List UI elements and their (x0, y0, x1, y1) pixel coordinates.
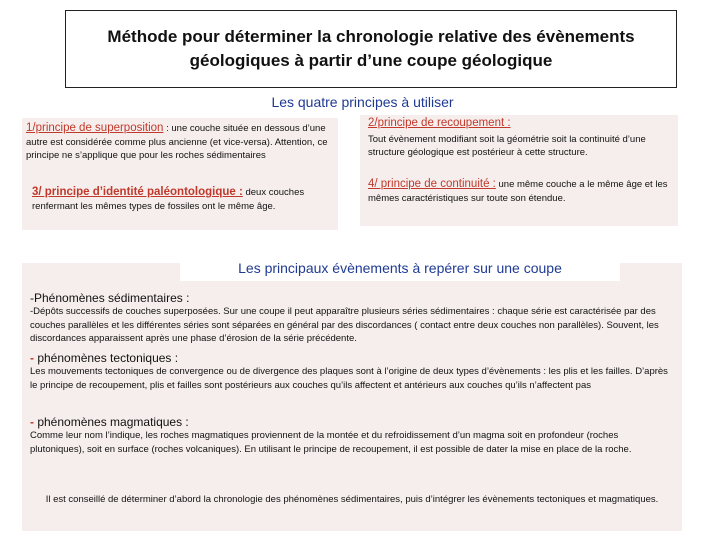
tectonic-dash: - (30, 351, 34, 365)
events-panel (22, 263, 682, 531)
principle-2-heading: 2/principe de recoupement : (368, 117, 511, 129)
principle-3-panel (22, 182, 338, 230)
magmatic-text: Comme leur nom l’indique, les roches magmatiques proviennent de la montée et du refroidissement d’un magma soit en profondeur (roches plutoniques), soit en surface (roches volcaniques). En utilisant le principe de recoupement, il est possible de dater la mise en place de la roche. (30, 430, 632, 455)
principle-2-text: Tout évènement modifiant soit la géométrie soit la continuité d’une structure géologique est postérieur à cette structure. (368, 133, 646, 158)
principle-4-panel (360, 176, 678, 226)
sedimentary-section (22, 291, 682, 346)
tectonic-section (22, 351, 682, 392)
tectonic-text: Les mouvements tectoniques de convergence ou de divergence des plaques sont à l’origine de deux types d’évènements : les plis et les failles. D’après le principe de recoupement, plis et failles sont postérieurs aux couches qu’ils affectent et antérieurs aux couches qu’ils n’affectent pas (30, 366, 668, 391)
principle-3-text: deux couches renfermant les mêmes types de fossiles ont le même âge. (32, 187, 305, 212)
principles-heading: Les quatre principes à utiliser (185, 92, 540, 112)
principle-2-panel (360, 115, 678, 179)
principle-4-text: une même couche a le même âge et les mêmes caractéristiques sur toute son étendue. (368, 179, 668, 204)
title-line-2: géologiques à partir d’une coupe géologique (189, 51, 553, 70)
principle-1-panel (22, 118, 338, 186)
principle-1-text: : une couche située en dessous d’une autre est considérée comme plus ancienne (et vice-versa). Attention, ce principe ne s’applique que pour les roches sédimentaires (26, 123, 328, 161)
sedimentary-title: -Phénomènes sédimentaires : (30, 291, 190, 305)
principle-3-heading: 3/ principe d’identité paléontologique : (32, 186, 243, 198)
magmatic-section (22, 415, 682, 456)
magmatic-title: phénomènes magmatiques : (34, 415, 189, 429)
events-heading: Les principaux évènements à repérer sur une coupe (180, 255, 620, 281)
principle-1-heading: 1/principe de superposition (26, 122, 164, 134)
sedimentary-text: -Dépôts successifs de couches superposées. Sur une coupe il peut apparaître plusieurs séries sédimentaires : chaque série est caractérisée par des couches parallèles et les différentes séries sont séparées en général par des discordances ( contact entre deux couches non parallèles). Souvent, les discordances apparaissent après une phase d’érosion de la série précédente. (30, 306, 659, 344)
title-line-1: Méthode pour déterminer la chronologie relative des évènements (107, 27, 635, 46)
magmatic-dash: - (30, 415, 34, 429)
conclusion-text: Il est conseillé de déterminer d’abord la chronologie des phénomènes sédimentaires, puis d’intégrer les évènements tectoniques et magmatiques. (45, 494, 659, 505)
page-title (65, 10, 677, 88)
tectonic-title: phénomènes tectoniques : (34, 351, 179, 365)
principle-4-heading: 4/ principe de continuité : (368, 178, 496, 190)
